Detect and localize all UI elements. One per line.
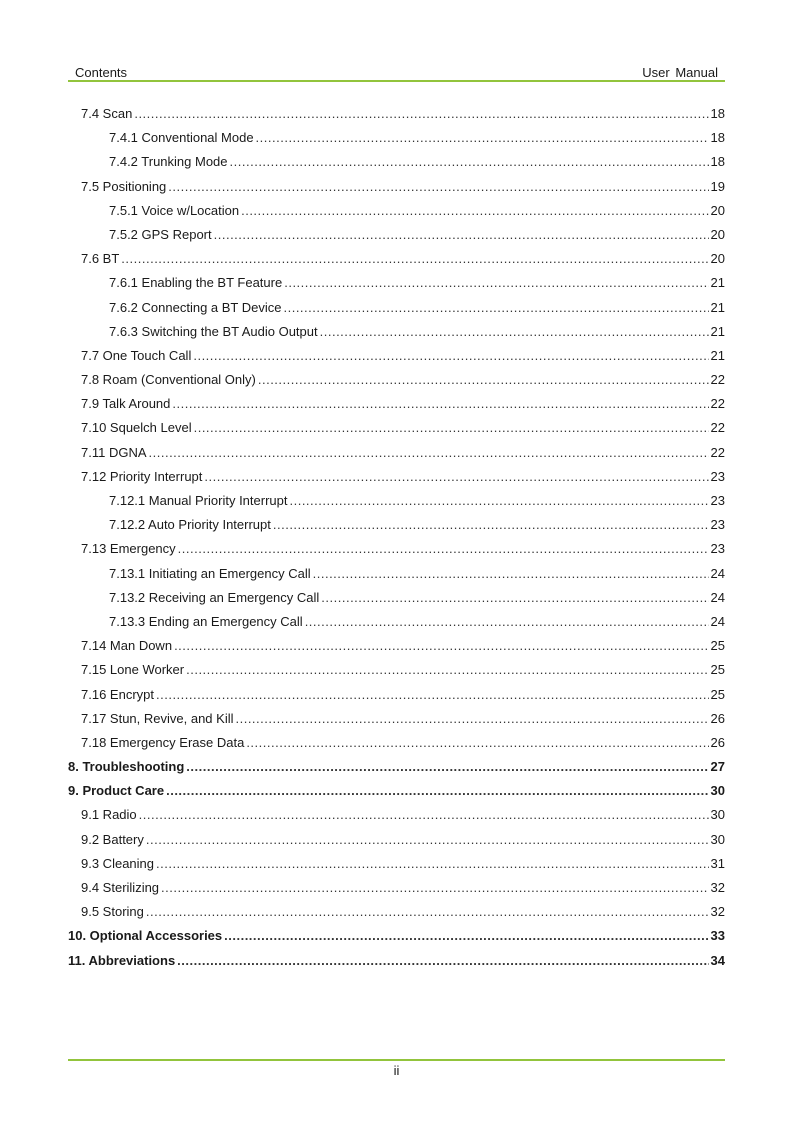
- toc-dot-leader: [174, 636, 708, 656]
- toc-dot-leader: [305, 612, 709, 632]
- toc-entry-title[interactable]: 7.12.2 Auto Priority Interrupt: [109, 517, 271, 533]
- toc-entry-title[interactable]: 7.11 DGNA: [81, 444, 147, 460]
- toc-entry[interactable]: [68, 902, 725, 926]
- toc-dot-leader: [186, 660, 708, 680]
- toc-entry-title[interactable]: 7.6.2 Connecting a BT Device: [109, 299, 282, 315]
- toc-entry-title[interactable]: 7.6 BT: [81, 251, 120, 267]
- toc-entry[interactable]: [68, 273, 725, 297]
- toc-entry-page[interactable]: 20: [710, 251, 725, 267]
- toc-entry-title[interactable]: 7.16 Encrypt: [81, 686, 154, 702]
- toc-entry-title[interactable]: 10. Optional Accessories: [68, 928, 223, 944]
- toc-entry-page[interactable]: 30: [710, 831, 725, 847]
- toc-entry-title[interactable]: 7.7 One Touch Call: [81, 347, 192, 363]
- toc-entry[interactable]: [68, 491, 725, 515]
- header-document-title: User Manual: [642, 65, 718, 80]
- toc-dot-leader: [178, 539, 709, 559]
- toc-entry-title[interactable]: 7.4.2 Trunking Mode: [109, 154, 228, 170]
- toc-entry[interactable]: [68, 805, 725, 829]
- toc-dot-leader: [204, 467, 708, 487]
- toc-entry-title[interactable]: 7.12 Priority Interrupt: [81, 468, 203, 484]
- toc-entry-title[interactable]: 9.3 Cleaning: [81, 855, 154, 871]
- toc-entry-page[interactable]: 18: [710, 130, 725, 146]
- toc-entry-title[interactable]: 7.13.2 Receiving an Emergency Call: [109, 589, 320, 605]
- toc-dot-leader: [134, 104, 708, 124]
- toc-entry[interactable]: [68, 467, 725, 491]
- toc-entry[interactable]: [68, 249, 725, 273]
- toc-dot-leader: [320, 322, 709, 342]
- toc-dot-leader: [258, 370, 709, 390]
- toc-entry-page[interactable]: 22: [710, 396, 725, 412]
- toc-entry[interactable]: [68, 298, 725, 322]
- toc-entry[interactable]: [68, 733, 725, 757]
- toc-entry[interactable]: [68, 443, 725, 467]
- toc-entry-page[interactable]: 22: [710, 372, 725, 388]
- toc-entry-page[interactable]: 23: [710, 493, 725, 508]
- toc-dot-leader: [241, 201, 708, 221]
- toc-dot-leader: [186, 757, 708, 777]
- toc-entry-page[interactable]: 30: [710, 783, 725, 799]
- toc-entry[interactable]: [68, 564, 725, 588]
- toc-dot-leader: [283, 298, 708, 318]
- toc-entry-page[interactable]: 20: [710, 226, 725, 242]
- toc-entry[interactable]: [68, 854, 725, 878]
- toc-entry[interactable]: [68, 660, 725, 684]
- toc-dot-leader: [321, 588, 708, 608]
- toc-entry[interactable]: [68, 781, 725, 805]
- toc-entry-title[interactable]: 7.17 Stun, Revive, and Kill: [81, 710, 234, 726]
- toc-entry-title[interactable]: 7.9 Talk Around: [81, 396, 171, 412]
- toc-entry-title[interactable]: 7.6.3 Switching the BT Audio Output: [109, 323, 318, 339]
- header-rule: [68, 80, 725, 82]
- toc-dot-leader: [121, 249, 708, 269]
- toc-dot-leader: [149, 443, 709, 463]
- toc-entry[interactable]: [68, 588, 725, 612]
- toc-dot-leader: [284, 273, 708, 293]
- toc-entry-title[interactable]: 7.13 Emergency: [81, 541, 176, 557]
- toc-dot-leader: [224, 926, 708, 946]
- toc-entry-title[interactable]: 11. Abbreviations: [68, 952, 176, 968]
- toc-entry-title[interactable]: 9. Product Care: [68, 783, 165, 799]
- toc-dot-leader: [214, 225, 709, 245]
- toc-entry-page[interactable]: 23: [710, 468, 725, 484]
- toc-entry[interactable]: [68, 177, 725, 201]
- toc-entry[interactable]: [68, 128, 725, 152]
- toc-entry[interactable]: [68, 685, 725, 709]
- toc-dot-leader: [235, 709, 708, 729]
- toc-dot-leader: [156, 854, 709, 874]
- toc-entry-page[interactable]: 25: [710, 638, 725, 654]
- toc-entry-title[interactable]: 7.14 Man Down: [81, 638, 173, 654]
- toc-entry-title[interactable]: 7.4 Scan: [81, 106, 133, 121]
- toc-entry-page[interactable]: 18: [710, 106, 725, 121]
- toc-dot-leader: [161, 878, 708, 898]
- toc-entry[interactable]: [68, 878, 725, 902]
- toc-entry-title[interactable]: 7.13.1 Initiating an Emergency Call: [109, 565, 311, 581]
- toc-entry-page[interactable]: 21: [710, 275, 725, 291]
- toc-entry-title[interactable]: 9.1 Radio: [81, 807, 137, 823]
- toc-entry-title[interactable]: 9.2 Battery: [81, 831, 144, 847]
- toc-entry-page[interactable]: 33: [710, 928, 725, 944]
- toc-dot-leader: [273, 515, 709, 535]
- toc-entry-page[interactable]: 25: [710, 686, 725, 702]
- toc-entry[interactable]: [68, 322, 725, 346]
- toc-entry-title[interactable]: 7.13.3 Ending an Emergency Call: [109, 613, 303, 629]
- header-section-title: Contents: [75, 65, 128, 80]
- toc-dot-leader: [246, 733, 708, 753]
- toc-entry-page[interactable]: 21: [710, 323, 725, 339]
- table-of-contents: [68, 104, 725, 975]
- footer-page-number: ii: [393, 1063, 400, 1078]
- toc-entry[interactable]: [68, 394, 725, 418]
- toc-entry-page[interactable]: 27: [710, 759, 725, 775]
- toc-dot-leader: [230, 152, 709, 172]
- toc-entry-title[interactable]: 9.5 Storing: [81, 904, 144, 920]
- toc-entry-page[interactable]: 32: [710, 904, 725, 920]
- toc-entry[interactable]: [68, 830, 725, 854]
- toc-dot-leader: [156, 685, 709, 705]
- toc-entry[interactable]: [68, 636, 725, 660]
- toc-entry[interactable]: [68, 418, 725, 442]
- toc-entry[interactable]: [68, 515, 725, 539]
- toc-entry-page[interactable]: 24: [710, 613, 725, 629]
- toc-entry-title[interactable]: 7.8 Roam (Conventional Only): [81, 372, 256, 388]
- toc-entry[interactable]: [68, 539, 725, 563]
- page-header: [68, 64, 725, 81]
- toc-entry-title[interactable]: 7.5.1 Voice w/Location: [109, 202, 240, 218]
- toc-entry-page[interactable]: 19: [710, 178, 725, 194]
- toc-entry-title[interactable]: 7.4.1 Conventional Mode: [109, 130, 254, 146]
- toc-dot-leader: [193, 346, 708, 366]
- toc-entry[interactable]: [68, 709, 725, 733]
- toc-entry[interactable]: [68, 104, 725, 128]
- toc-entry-title[interactable]: 7.18 Emergency Erase Data: [81, 734, 245, 750]
- toc-entry-page[interactable]: 23: [710, 517, 725, 533]
- toc-entry-page[interactable]: 24: [710, 565, 725, 581]
- toc-entry[interactable]: [68, 370, 725, 394]
- toc-dot-leader: [172, 394, 708, 414]
- toc-dot-leader: [313, 564, 709, 584]
- toc-dot-leader: [168, 177, 708, 197]
- toc-entry[interactable]: [68, 152, 725, 176]
- toc-entry[interactable]: [68, 757, 725, 781]
- toc-entry-page[interactable]: 18: [710, 154, 725, 170]
- toc-entry-page[interactable]: 26: [710, 734, 725, 750]
- toc-dot-leader: [194, 418, 709, 438]
- toc-entry-title[interactable]: 8. Troubleshooting: [68, 759, 185, 775]
- toc-entry[interactable]: [68, 201, 725, 225]
- toc-entry-page[interactable]: 21: [710, 347, 725, 363]
- toc-entry-title[interactable]: 7.10 Squelch Level: [81, 420, 192, 436]
- toc-entry-title[interactable]: 7.12.1 Manual Priority Interrupt: [109, 493, 288, 508]
- toc-entry-page[interactable]: 22: [710, 420, 725, 436]
- toc-entry[interactable]: [68, 225, 725, 249]
- toc-entry-page[interactable]: 24: [710, 589, 725, 605]
- toc-entry-page[interactable]: 26: [710, 710, 725, 726]
- toc-dot-leader: [146, 902, 709, 922]
- toc-dot-leader: [146, 830, 709, 850]
- toc-entry-page[interactable]: 25: [710, 662, 725, 678]
- toc-dot-leader: [139, 805, 709, 825]
- toc-entry-page[interactable]: 31: [710, 855, 725, 871]
- toc-entry-page[interactable]: 30: [710, 807, 725, 823]
- toc-entry-page[interactable]: 20: [710, 202, 725, 218]
- footer-rule: [68, 1059, 725, 1061]
- toc-dot-leader: [177, 951, 708, 971]
- toc-dot-leader: [166, 781, 708, 801]
- toc-entry-page[interactable]: 22: [710, 444, 725, 460]
- toc-dot-leader: [256, 128, 709, 148]
- toc-entry-title[interactable]: 7.5 Positioning: [81, 178, 167, 194]
- toc-entry-title[interactable]: 7.6.1 Enabling the BT Feature: [109, 275, 283, 291]
- toc-entry[interactable]: [68, 926, 725, 950]
- toc-entry[interactable]: [68, 346, 725, 370]
- toc-dot-leader: [289, 491, 708, 511]
- toc-entry-title[interactable]: 7.15 Lone Worker: [81, 662, 185, 678]
- toc-entry-title[interactable]: 9.4 Sterilizing: [81, 880, 160, 895]
- toc-entry[interactable]: [68, 612, 725, 636]
- toc-entry[interactable]: [68, 951, 725, 975]
- toc-entry-page[interactable]: 34: [710, 952, 725, 968]
- toc-entry-page[interactable]: 23: [710, 541, 725, 557]
- toc-entry-page[interactable]: 32: [710, 880, 725, 895]
- toc-entry-page[interactable]: 21: [710, 299, 725, 315]
- toc-entry-title[interactable]: 7.5.2 GPS Report: [109, 226, 212, 242]
